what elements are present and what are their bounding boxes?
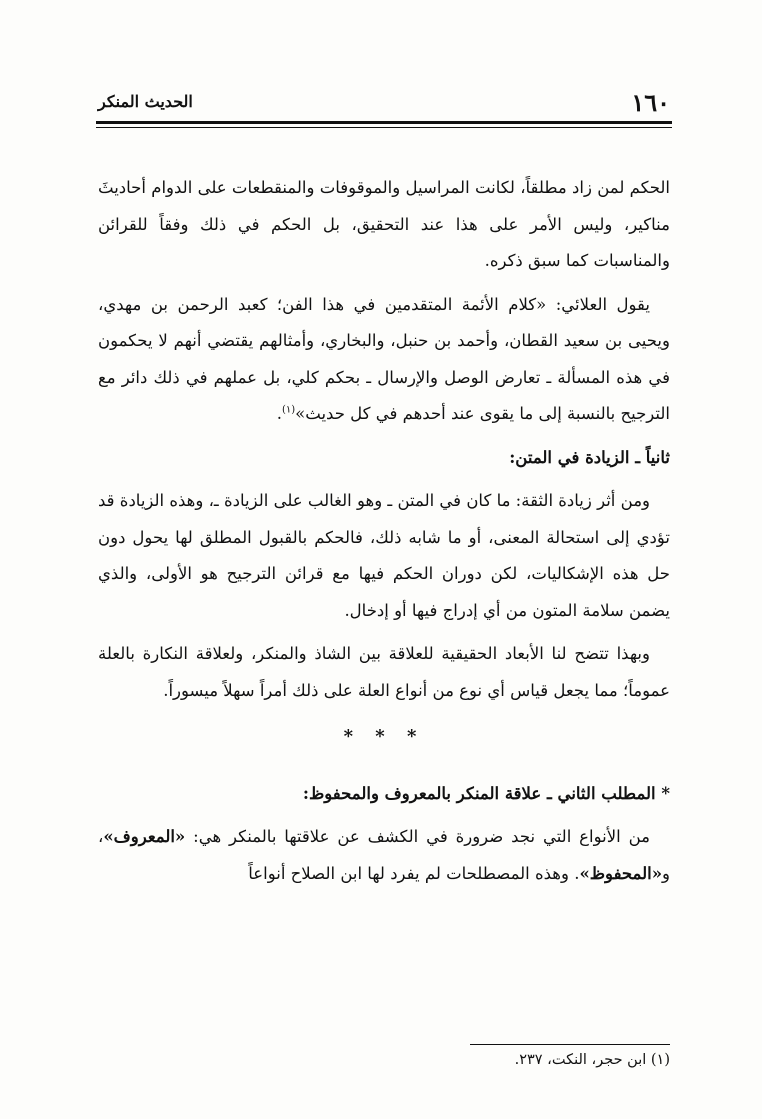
section-divider-stars: * * * [343, 726, 425, 747]
paragraph-2 [98, 287, 670, 433]
paragraph-5-intro: من الأنواع التي نجد ضرورة في الكشف عن علاقتها بالمنكر هي: [193, 827, 651, 846]
paragraph-4: وبهذا تتضح لنا الأبعاد الحقيقية للعلاقة بين الشاذ والمنكر، ولعلاقة النكارة بالعلة عموماً؛ مما يجعل قياس أي نوع من أنواع العلة على ذلك أمراً سهلاً ميسوراً. [98, 644, 670, 700]
paragraph-1: الحكم لمن زاد مطلقاً، لكانت المراسيل والموقوفات والمنقطعات على الدوام أحاديثَ مناكير، وليس الأمر على هذا عند التحقيق، بل الحكم في ذلك وفقاً للقرائن والمناسبات كما سبق ذكره. [98, 178, 670, 270]
header-rule-thin [96, 127, 672, 128]
page-header [98, 88, 670, 118]
paragraph-2-text: يقول العلائي: «كلام الأئمة المتقدمين في هذا الفن؛ كعبد الرحمن بن مهدي، ويحيى بن سعيد القطان، وأحمد بن حنبل، والبخاري، وأمثالهم يقتضي أنهم لا يحكمون في هذه المسألة ـ تعارض الوصل والإرسال ـ بحكم كلي، بل عملهم في ذلك دائر مع الترجيح بالنسبة إلى ما يقوى عند أحدهم في كل حديث» [98, 294, 670, 423]
paragraph-5 [98, 819, 670, 892]
footnote: (١) ابن حجر، النكت، ٢٣٧. [514, 1052, 670, 1068]
term-maruf: «المعروف» [103, 827, 186, 846]
paragraph-5-separator: ، و [98, 827, 670, 883]
paragraph-2-end: . [276, 404, 282, 423]
running-title: الحديث المنكر [98, 92, 193, 111]
term-mahfuz: «المحفوظ» [579, 863, 663, 883]
footnote-separator [470, 1044, 670, 1045]
header-rule-thick [96, 121, 672, 124]
main-text [98, 170, 670, 899]
footnote-reference[interactable]: (١) [281, 404, 296, 416]
paragraph-3: ومن أثر زيادة الثقة: ما كان في المتن ـ وهو الغالب على الزيادة ـ، وهذه الزيادة قد تؤدي إلى استحالة المعنى، أو ما شابه ذلك، فالحكم بالقبول المطلق لها يحول دون حل هذه الإشكاليات، لكن دوران الحكم فيها مع قرائن الترجيح هو الأولى، والذي يضمن سلامة المتون من أي إدراج فيها أو إدخال. [98, 491, 670, 620]
section-heading-matn: ثانياً ـ الزيادة في المتن: [509, 447, 670, 467]
section-heading-second-matlab: * المطلب الثاني ـ علاقة المنكر بالمعروف والمحفوظ: [302, 783, 670, 803]
paragraph-5-rest: . وهذه المصطلحات لم يفرد لها ابن الصلاح أنواعاً [248, 863, 580, 883]
page-number: ١٦٠ [631, 88, 670, 117]
